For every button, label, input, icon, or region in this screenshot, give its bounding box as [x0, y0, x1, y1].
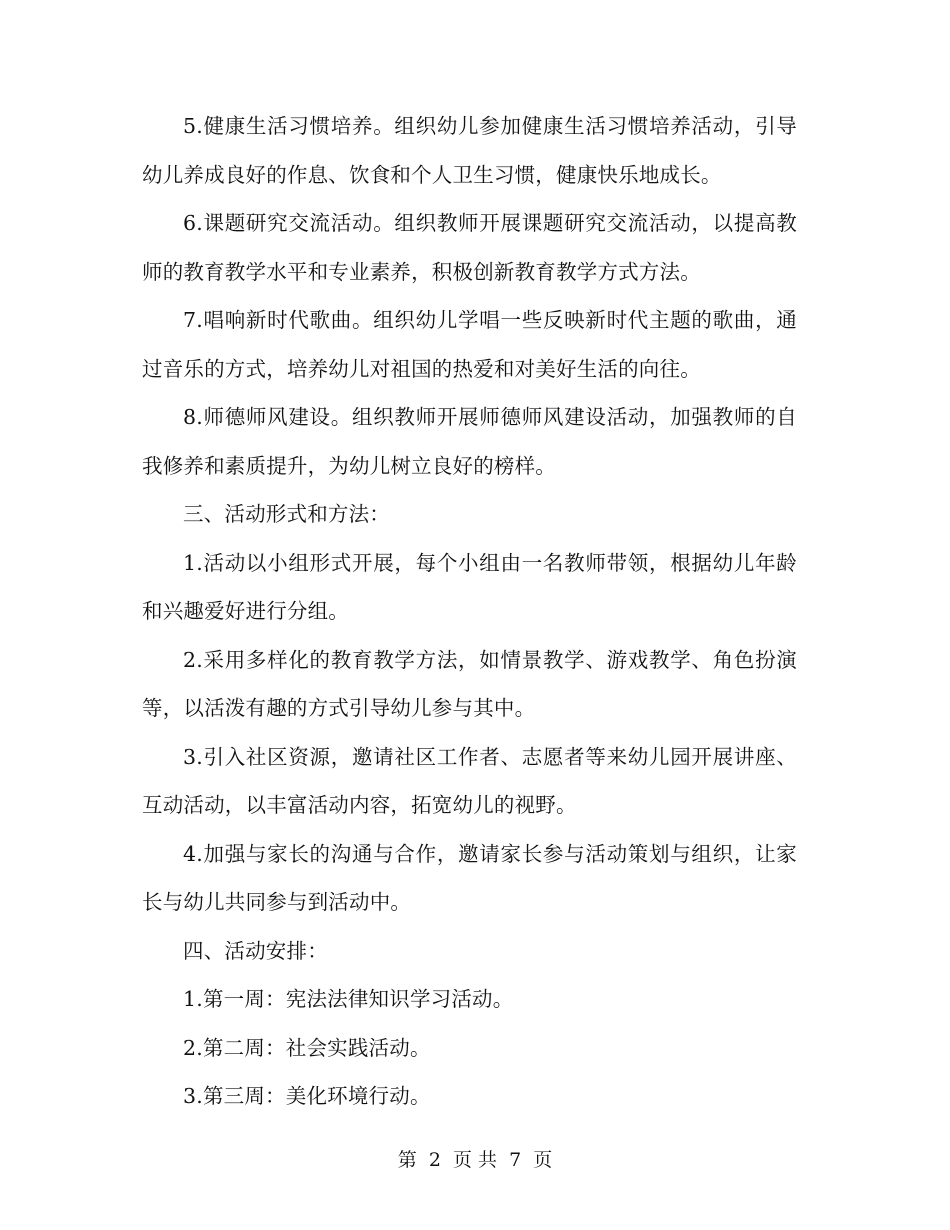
page-label-mid: 页 共	[452, 1149, 498, 1171]
total-pages-number: 7	[509, 1149, 522, 1171]
paragraph: 8.师德师风建设。组织教师开展师德师风建设活动，加强教师的自我修养和素质提升，为幼儿树立良好的榜样。	[142, 405, 797, 478]
paragraph: 2.采用多样化的教育教学方法，如情景教学、游戏教学、角色扮演等，以活泼有趣的方式引导幼儿参与其中。	[142, 647, 797, 720]
paragraph: 4.加强与家长的沟通与合作，邀请家长参与活动策划与组织，让家长与幼儿共同参与到活动中。	[142, 841, 797, 914]
paragraph: 3.引入社区资源，邀请社区工作者、志愿者等来幼儿园开展讲座、互动活动，以丰富活动内容，拓宽幼儿的视野。	[142, 744, 797, 817]
page-footer	[0, 1145, 950, 1175]
page-label-suffix: 页	[533, 1149, 553, 1171]
paragraph: 6.课题研究交流活动。组织教师开展课题研究交流活动，以提高教师的教育教学水平和专业素养，积极创新教育教学方式方法。	[142, 211, 797, 284]
schedule-item: 1.第一周：宪法法律知识学习活动。	[183, 987, 514, 1011]
page-label-prefix: 第	[397, 1149, 417, 1171]
section-heading: 四、活动安排：	[183, 938, 328, 963]
schedule-item: 2.第二周：社会实践活动。	[183, 1035, 431, 1060]
section-heading: 三、活动形式和方法：	[183, 502, 390, 526]
paragraph: 1.活动以小组形式开展，每个小组由一名教师带领，根据幼儿年龄和兴趣爱好进行分组。	[142, 550, 797, 623]
current-page-number: 2	[428, 1149, 441, 1171]
document-body	[142, 102, 797, 1121]
paragraph: 7.唱响新时代歌曲。组织幼儿学唱一些反映新时代主题的歌曲，通过音乐的方式，培养幼儿对祖国的热爱和对美好生活的向往。	[142, 308, 797, 381]
paragraph: 5.健康生活习惯培养。组织幼儿参加健康生活习惯培养活动，引导幼儿养成良好的作息、饮食和个人卫生习惯，健康快乐地成长。	[142, 114, 797, 187]
schedule-item: 3.第三周：美化环境行动。	[183, 1084, 431, 1108]
